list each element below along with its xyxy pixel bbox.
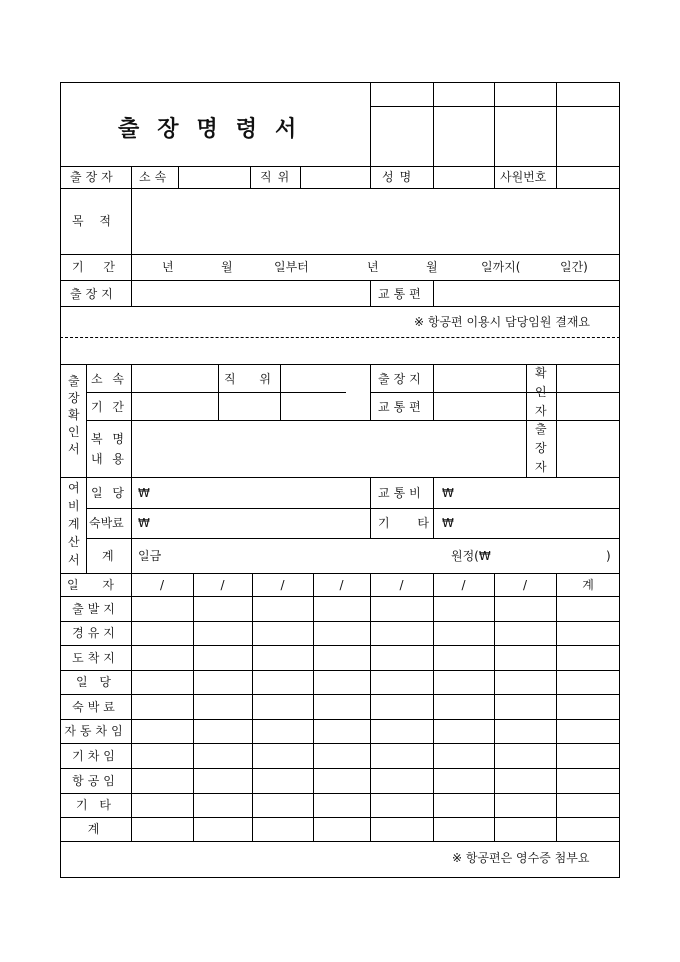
expense-side-4: 산 [68, 535, 80, 549]
signer-label-3: 자 [535, 460, 547, 474]
purpose-field[interactable] [132, 189, 619, 254]
schedule-cell[interactable] [314, 695, 370, 719]
confirmer-label-2: 인 [535, 385, 547, 399]
schedule-cell[interactable] [557, 769, 620, 793]
schedule-cell[interactable] [495, 597, 556, 621]
schedule-cell[interactable] [434, 646, 494, 670]
schedule-cell[interactable] [132, 794, 193, 817]
schedule-cell[interactable] [371, 695, 433, 719]
confirmer-label-1: 확 [535, 366, 547, 380]
document-title: 출장명령서 [118, 116, 315, 142]
schedule-cell[interactable] [434, 597, 494, 621]
report-label-1: 복 명 [91, 432, 127, 446]
schedule-cell[interactable] [132, 671, 193, 694]
period-from: 일부터 [274, 260, 309, 274]
won-sign-daily: ₩ [138, 486, 150, 500]
lodging-label: 숙박료 [89, 516, 124, 530]
daily-allowance-field[interactable] [150, 478, 369, 507]
signer-label-1: 출 [535, 422, 547, 436]
travel-order-form [60, 82, 620, 878]
schedule-cell[interactable] [495, 818, 556, 841]
schedule-cell[interactable] [557, 720, 620, 743]
date-cell: / [159, 577, 165, 592]
paren-close: ) [606, 549, 611, 563]
schedule-cell[interactable] [253, 671, 313, 694]
date-cell: / [220, 577, 225, 592]
schedule-cell[interactable] [132, 720, 193, 743]
schedule-cell[interactable] [253, 695, 313, 719]
schedule-cell[interactable] [253, 720, 313, 743]
traveler-label: 출장자 [70, 170, 117, 184]
schedule-cell[interactable] [434, 818, 494, 841]
date-cell: / [399, 577, 404, 592]
schedule-cell[interactable] [253, 646, 313, 670]
schedule-cell[interactable] [434, 671, 494, 694]
confirm-side-3: 확 [68, 408, 80, 422]
transport-label: 교통편 [378, 287, 425, 301]
signer-label-2: 장 [535, 441, 547, 455]
schedule-cell[interactable] [194, 769, 252, 793]
schedule-row-label: 기차임 [72, 748, 119, 763]
schedule-cell[interactable] [371, 597, 433, 621]
schedule-row-label: 출발지 [72, 601, 119, 616]
daily-allowance-label: 일 당 [91, 486, 127, 500]
approval-box[interactable] [434, 107, 494, 165]
schedule-cell[interactable] [194, 744, 252, 768]
schedule-cell[interactable] [557, 622, 620, 645]
report-label-2: 내 용 [91, 452, 127, 466]
schedule-cell[interactable] [434, 744, 494, 768]
schedule-cell[interactable] [557, 794, 620, 817]
period-month-1: 월 [221, 260, 233, 274]
period-month-2: 월 [426, 260, 438, 274]
schedule-cell[interactable] [371, 794, 433, 817]
note-bottom: ※ 항공편은 영수증 첨부요 [452, 851, 590, 865]
date-label: 일 자 [67, 577, 124, 592]
schedule-cell[interactable] [495, 794, 556, 817]
schedule-cell[interactable] [434, 695, 494, 719]
confirm-dept-label: 소 속 [91, 372, 127, 386]
position-label: 직위 [260, 170, 296, 184]
schedule-row-label: 항공임 [72, 773, 119, 788]
date-cell: / [522, 577, 528, 592]
schedule-cell[interactable] [557, 597, 620, 621]
schedule-cell[interactable] [314, 720, 370, 743]
position-field[interactable] [301, 167, 369, 187]
dept-label: 소속 [139, 170, 171, 184]
schedule-cell[interactable] [371, 671, 433, 694]
schedule-row-label: 기 타 [76, 798, 115, 812]
schedule-cell[interactable] [194, 720, 252, 743]
expense-side-3: 계 [68, 517, 80, 531]
schedule-cell[interactable] [314, 818, 370, 841]
name-label: 성명 [382, 170, 418, 184]
schedule-row-label: 도착지 [72, 650, 119, 665]
confirm-side-5: 서 [68, 442, 80, 456]
schedule-cell[interactable] [194, 818, 252, 841]
approval-box[interactable] [495, 107, 556, 165]
schedule-cell[interactable] [132, 695, 193, 719]
schedule-cell[interactable] [371, 818, 433, 841]
schedule-cell[interactable] [434, 720, 494, 743]
schedule-cell[interactable] [253, 818, 313, 841]
confirm-transport-label: 교통편 [378, 400, 425, 414]
schedule-cell[interactable] [434, 769, 494, 793]
confirm-side-2: 장 [68, 391, 80, 405]
schedule-cell[interactable] [495, 646, 556, 670]
schedule-cell[interactable] [557, 695, 620, 719]
period-days: 일간) [560, 260, 588, 274]
transport-cost-label: 교통비 [378, 486, 425, 500]
schedule-cell[interactable] [434, 622, 494, 645]
date-total-label: 계 [582, 577, 594, 592]
confirmer-label-3: 자 [535, 404, 547, 418]
period-year-2: 년 [367, 260, 379, 274]
note-top: ※ 항공편 이용시 담당임원 결재요 [414, 315, 591, 329]
schedule-cell[interactable] [557, 818, 620, 841]
date-cell: / [339, 577, 344, 592]
other-cost-field[interactable] [454, 509, 619, 537]
confirm-destination-label: 출장지 [378, 372, 425, 386]
schedule-cell[interactable] [314, 744, 370, 768]
purpose-label: 목 적 [72, 214, 117, 228]
approval-box[interactable] [371, 107, 433, 165]
schedule-cell[interactable] [194, 597, 252, 621]
destination-label: 출장지 [70, 287, 117, 301]
schedule-row-label: 경유지 [72, 626, 119, 640]
schedule-cell[interactable] [314, 671, 370, 694]
transport-field[interactable] [434, 281, 619, 305]
report-content-field[interactable] [132, 421, 525, 476]
schedule-cell[interactable] [132, 744, 193, 768]
schedule-cell[interactable] [132, 646, 193, 670]
schedule-cell[interactable] [314, 622, 370, 645]
schedule-cell[interactable] [495, 622, 556, 645]
schedule-cell[interactable] [557, 646, 620, 670]
schedule-cell[interactable] [132, 622, 193, 645]
schedule-cell[interactable] [132, 818, 193, 841]
schedule-cell[interactable] [495, 720, 556, 743]
schedule-cell[interactable] [371, 622, 433, 645]
expense-total-label: 계 [102, 549, 114, 563]
schedule-cell[interactable] [495, 671, 556, 694]
schedule-cell[interactable] [314, 769, 370, 793]
schedule-cell[interactable] [314, 794, 370, 817]
schedule-cell[interactable] [132, 597, 193, 621]
schedule-cell[interactable] [253, 769, 313, 793]
other-cost-label: 기 타 [378, 516, 441, 530]
won-sign-transport: ₩ [442, 486, 454, 500]
expense-side-1: 여 [68, 481, 80, 495]
schedule-cell[interactable] [557, 744, 620, 768]
destination-field[interactable] [132, 281, 369, 305]
period-label: 기 간 [72, 260, 123, 274]
lodging-field[interactable] [150, 509, 369, 537]
schedule-cell[interactable] [371, 720, 433, 743]
schedule-row-label: 숙박료 [72, 699, 119, 714]
schedule-cell[interactable] [253, 744, 313, 768]
schedule-cell[interactable] [194, 622, 252, 645]
won-end-text: 원정(₩ [451, 549, 491, 563]
schedule-row-label: 계 [87, 822, 104, 836]
schedule-row-label: 자동차임 [64, 724, 127, 738]
schedule-cell[interactable] [314, 646, 370, 670]
expense-side-5: 서 [68, 553, 80, 567]
confirm-period-label: 기 간 [91, 400, 127, 414]
schedule-cell[interactable] [253, 597, 313, 621]
schedule-cell[interactable] [194, 794, 252, 817]
employee-no-label: 사원번호 [500, 170, 547, 184]
dept-field[interactable] [179, 167, 249, 187]
schedule-cell[interactable] [371, 646, 433, 670]
total-amount-field[interactable] [164, 539, 449, 572]
schedule-cell[interactable] [557, 671, 620, 694]
schedule-cell[interactable] [495, 695, 556, 719]
date-cell: / [461, 577, 466, 592]
schedule-cell[interactable] [132, 769, 193, 793]
schedule-cell[interactable] [371, 744, 433, 768]
won-sign-lodging: ₩ [138, 516, 150, 530]
schedule-cell[interactable] [495, 744, 556, 768]
schedule-cell[interactable] [253, 794, 313, 817]
schedule-cell[interactable] [253, 622, 313, 645]
schedule-cell[interactable] [495, 769, 556, 793]
confirm-side-1: 출 [68, 374, 80, 388]
schedule-cell[interactable] [371, 769, 433, 793]
amount-text: 일금 [138, 549, 162, 563]
period-year-1: 년 [162, 260, 174, 274]
schedule-row-label: 일 당 [76, 675, 115, 689]
period-to: 일까지( [481, 260, 521, 274]
confirm-side-4: 인 [68, 425, 80, 439]
won-sign-other: ₩ [442, 516, 454, 530]
schedule-cell[interactable] [194, 646, 252, 670]
approval-box[interactable] [557, 107, 619, 165]
schedule-cell[interactable] [194, 695, 252, 719]
employee-no-field[interactable] [557, 167, 619, 187]
schedule-cell[interactable] [314, 597, 370, 621]
schedule-cell[interactable] [434, 794, 494, 817]
schedule-cell[interactable] [194, 671, 252, 694]
name-field[interactable] [434, 167, 494, 187]
date-cell: / [280, 577, 285, 592]
confirm-position-label: 직 위 [224, 372, 281, 386]
transport-cost-field[interactable] [454, 478, 619, 507]
expense-side-2: 비 [68, 499, 80, 513]
